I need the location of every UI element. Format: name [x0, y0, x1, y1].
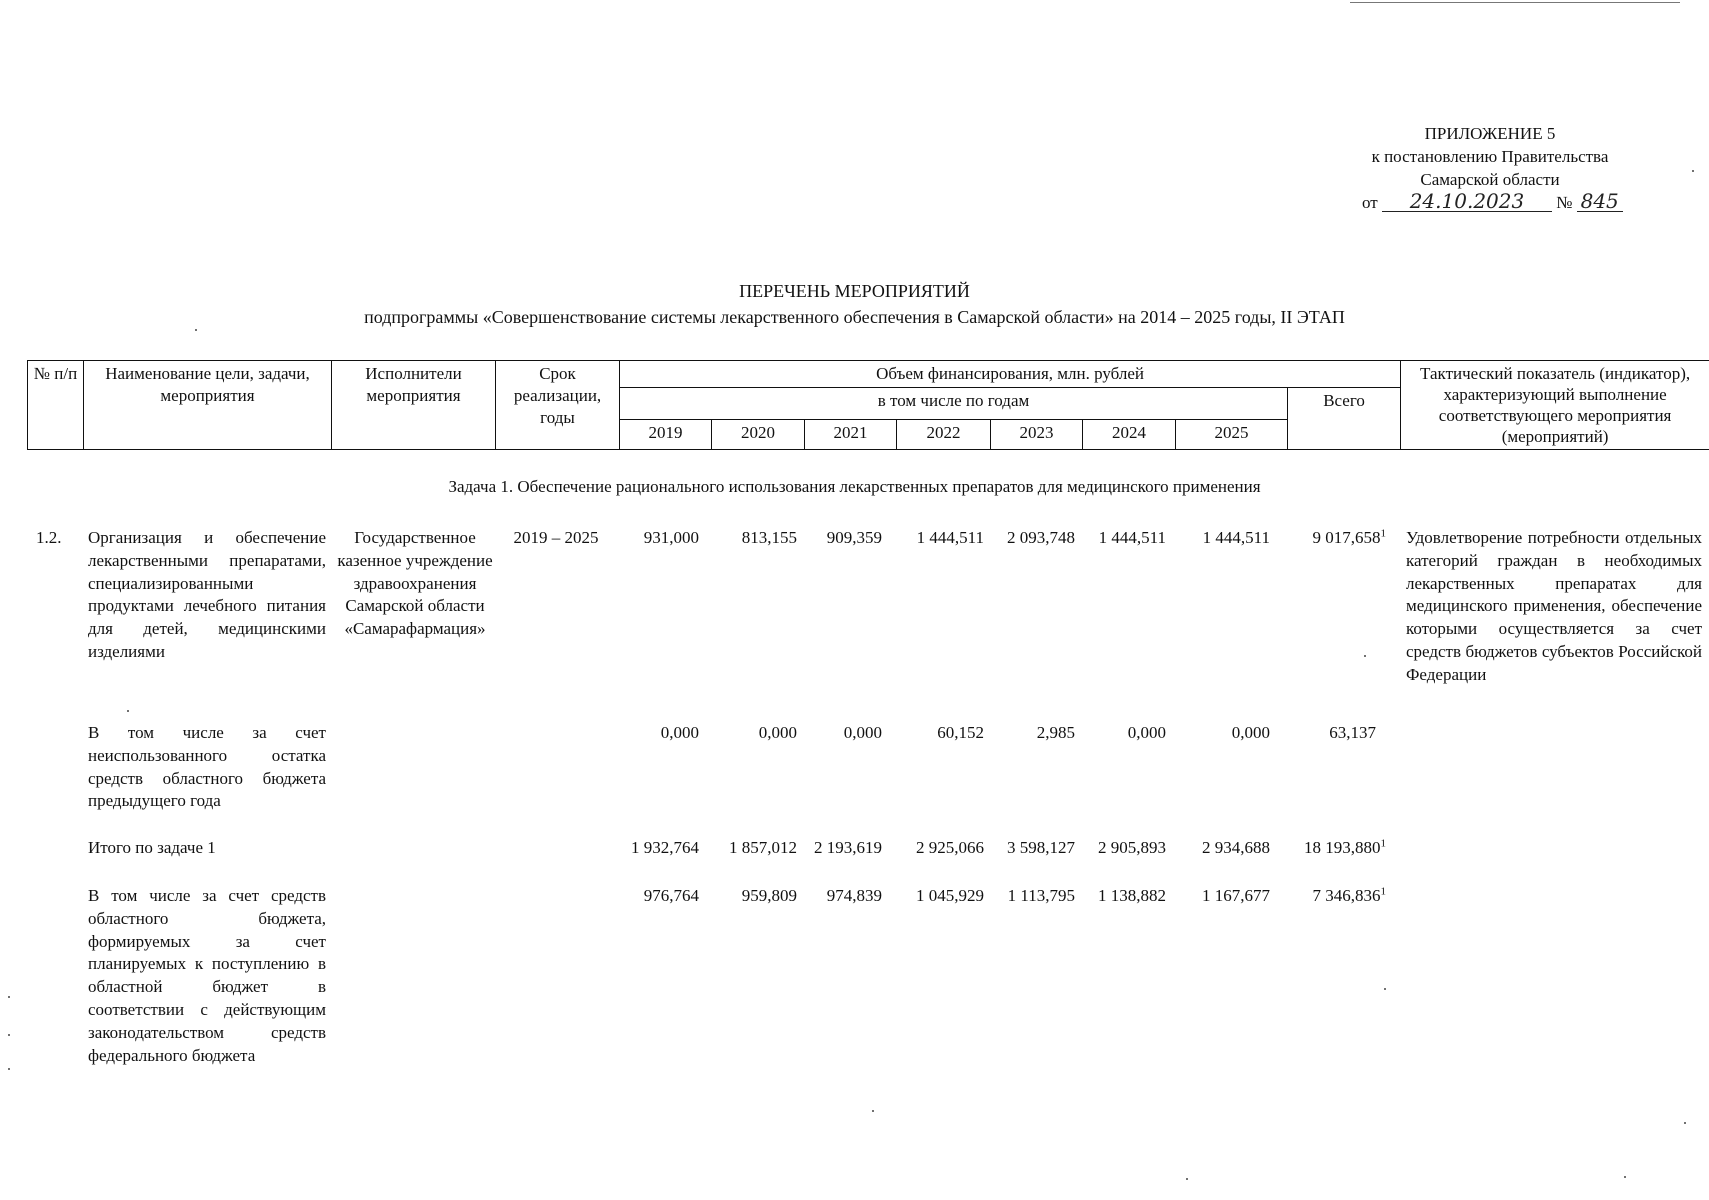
value-2025: 2 934,688: [1202, 838, 1270, 857]
scan-speck: [1364, 655, 1366, 657]
value-2022: 1 045,929: [916, 886, 984, 905]
value-2020: 1 857,012: [729, 838, 797, 857]
top-edge-line: [1350, 0, 1680, 3]
value-total: [1276, 837, 1386, 860]
value-2020: 813,155: [741, 528, 797, 547]
value-2024: 1 138,882: [1098, 886, 1166, 905]
scan-speck: [8, 1034, 10, 1036]
value-2023: 2 093,748: [1007, 528, 1075, 547]
value-2023: 2,985: [1036, 723, 1075, 742]
scan-speck: [8, 996, 10, 998]
value-total: [1276, 527, 1386, 550]
scan-speck: [195, 329, 197, 331]
row-name: Организация и обеспечение лекарственными препаратами, специализированными продуктами лечебного питания для детей, медицинскими изделиями: [88, 528, 326, 661]
header-total: Всего: [1288, 388, 1401, 450]
table-header: [27, 360, 1709, 450]
document-subtitle: подпрограммы «Совершенствование системы лекарственного обеспечения в Самарской области» на 2014 – 2025 годы, II ЭТАП: [364, 307, 1345, 327]
value-2023: 1 113,795: [1007, 886, 1075, 905]
value-2025: 1 167,677: [1202, 886, 1270, 905]
row-indicator: Удовлетворение потребности отдельных категорий граждан в необходимых лекарственных препаратах для медицинского применения, обеспечение которыми осуществляется за счет средств бюджетов субъектов Российской Федерации: [1406, 528, 1702, 684]
value-2019: 976,764: [643, 886, 699, 905]
row-executor: Государственное казенное учреждение здравоохранения Самарской области «Самарафармация»: [337, 528, 493, 639]
header-year: 2025: [1176, 420, 1288, 450]
row-number: 1.2.: [36, 528, 62, 547]
value-2022: 60,152: [937, 723, 984, 742]
value-2021: 0,000: [843, 723, 882, 742]
scan-speck: [8, 1068, 10, 1070]
footnote-mark: 1: [1380, 885, 1386, 898]
footnote-mark: 1: [1380, 527, 1386, 540]
value-2019: 0,000: [660, 723, 699, 742]
appendix-line-2: Самарской области: [1420, 170, 1560, 189]
value-2024: 2 905,893: [1098, 838, 1166, 857]
header-by-years: в том числе по годам: [620, 388, 1288, 420]
scan-speck: [1692, 170, 1694, 172]
header-year: 2022: [897, 420, 991, 450]
header-year: 2023: [991, 420, 1083, 450]
value-2020: 959,809: [741, 886, 797, 905]
value-2023: 3 598,127: [1007, 838, 1075, 857]
header-indicator: Тактический показатель (индикатор), характеризующий выполнение соответствующего мероприятия (мероприятий): [1401, 361, 1709, 450]
value-2025: 0,000: [1231, 723, 1270, 742]
value-2022: 2 925,066: [916, 838, 984, 857]
appendix-date-row: [1340, 191, 1640, 214]
value-2025: 1 444,511: [1202, 528, 1270, 547]
row-term: 2019 – 2025: [513, 528, 599, 547]
header-year: 2019: [620, 420, 712, 450]
handwritten-date: 24.10.2023: [1382, 191, 1552, 212]
header-executors: Исполнители мероприятия: [332, 361, 496, 450]
total-value: 18 193,880: [1304, 838, 1381, 857]
header-term: Срок реализации, годы: [496, 361, 620, 450]
appendix-block: [1340, 122, 1640, 214]
value-2019: 931,000: [643, 528, 699, 547]
scan-speck: [1624, 1176, 1626, 1178]
header-year: 2021: [805, 420, 897, 450]
value-total: 63,137: [1329, 723, 1376, 742]
value-2019: 1 932,764: [631, 838, 699, 857]
row-name: В том числе за счет неиспользованного остатка средств областного бюджета предыдущего года: [88, 723, 326, 811]
handwritten-number: 845: [1577, 191, 1623, 212]
task-title: Задача 1. Обеспечение рационального использования лекарственных препаратов для медицинского применения: [448, 477, 1261, 496]
scan-speck: [1186, 1178, 1188, 1180]
value-2024: 0,000: [1127, 723, 1166, 742]
row-name: Итого по задаче 1: [88, 838, 216, 857]
value-total: [1276, 885, 1386, 908]
total-value: 9 017,658: [1312, 528, 1381, 547]
header-year: 2020: [712, 420, 805, 450]
number-prefix: №: [1556, 193, 1573, 212]
value-2024: 1 444,511: [1098, 528, 1166, 547]
value-2022: 1 444,511: [916, 528, 984, 547]
date-prefix: от: [1362, 193, 1378, 212]
header-financing: Объем финансирования, млн. рублей: [620, 361, 1401, 388]
scan-speck: [1384, 988, 1386, 990]
header-name: Наименование цели, задачи, мероприятия: [84, 361, 332, 450]
appendix-title: ПРИЛОЖЕНИЕ 5: [1424, 124, 1556, 143]
total-value: 7 346,836: [1312, 886, 1381, 905]
row-name: В том числе за счет средств областного бюджета, формируемых за счет планируемых к поступлению в областной бюджет в соответствии с действующим законодательством средств федерального бюджета: [88, 886, 326, 1065]
value-2020: 0,000: [758, 723, 797, 742]
scan-speck: [872, 1110, 874, 1112]
footnote-mark: 1: [1380, 837, 1386, 850]
value-2021: 909,359: [826, 528, 882, 547]
document-title-block: [0, 278, 1709, 330]
value-2021: 2 193,619: [814, 838, 882, 857]
appendix-line-1: к постановлению Правительства: [1371, 147, 1609, 166]
scan-speck: [127, 710, 129, 712]
header-year: 2024: [1083, 420, 1176, 450]
header-no: № п/п: [28, 361, 84, 450]
value-2021: 974,839: [826, 886, 882, 905]
document-title: ПЕРЕЧЕНЬ МЕРОПРИЯТИЙ: [739, 281, 970, 301]
scan-speck: [1684, 1122, 1686, 1124]
